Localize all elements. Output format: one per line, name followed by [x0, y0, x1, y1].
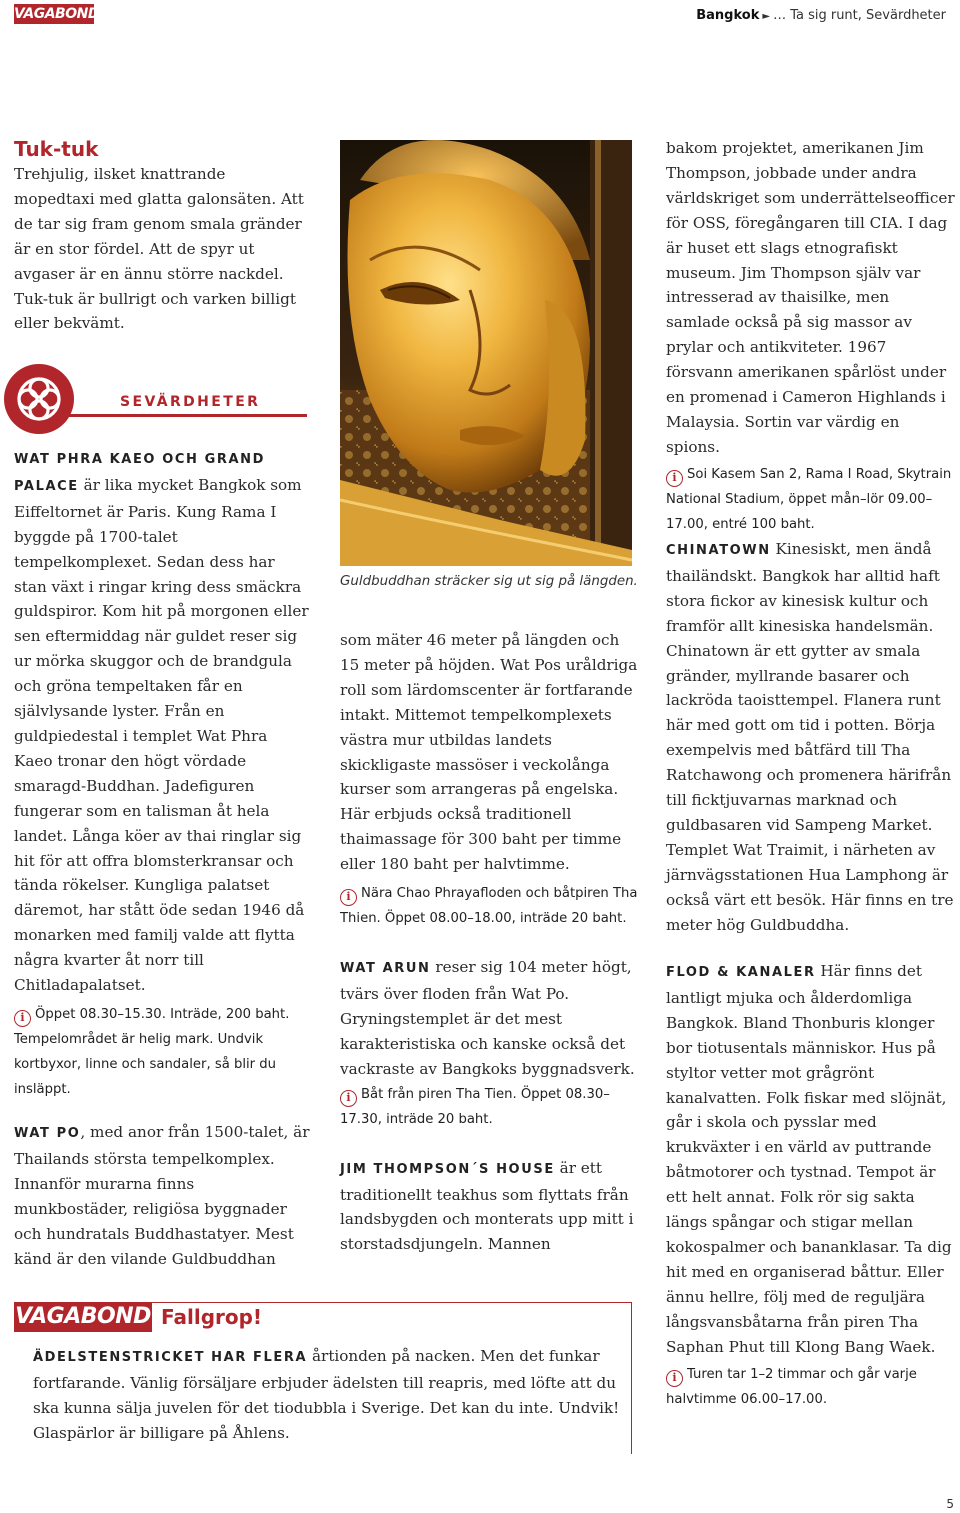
section-label: SEVÄRDHETER: [120, 394, 261, 410]
wat-po-body: , med anor från 1500-talet, är Thailands största tempelkomplex. Innanför murarna finns munkbostäder, religiösa byggnader och hundratals Buddhastatyer. Mest känd är den vilande Guldbuddhan: [14, 1123, 310, 1268]
fallgrop-heading: ÄDELSTENSTRICKET HAR FLERA: [33, 1350, 308, 1365]
jim-thompson-info: Soi Kasem San 2, Rama I Road, Skytrain National Stadium, öppet mån–lör 09.00–17.00, entré 100 baht.: [666, 466, 952, 532]
breadcrumb-rest: … Ta sig runt, Sevärdheter: [773, 8, 946, 23]
jim-thompson-continued: bakom projektet, amerikanen Jim Thompson, jobbade under andra världskriget som underrättelseofficer för OSS, föregångaren till CIA. I dag är huset ett slags etnografiskt museum. Jim Thompson själv var intresserad av thaisilke, men samlade också på sig massor av prylar och antikviteter. 1967 försvann amerikanen spårlöst under en promenad i Cameron Highlands i Malaysia. Sortin var värdig en spions.: [666, 139, 955, 456]
wat-po-info: Nära Chao Phrayafloden och båtpiren Tha Thien. Öppet 08.00–18.00, inträde 20 baht.: [340, 886, 638, 927]
info-icon: i: [666, 1370, 683, 1387]
wat-po-heading: WAT PO: [14, 1126, 81, 1141]
jim-thompson-heading: JIM THOMPSON´S HOUSE: [340, 1161, 555, 1177]
breadcrumb: [696, 8, 946, 23]
flod-kanaler-heading: FLOD & KANALER: [666, 965, 816, 980]
golden-buddha-photo: [340, 140, 632, 566]
wat-phra-kaeo-section: [14, 446, 310, 1102]
wat-phra-kaeo-heading: WAT PHRA KAEO OCH GRAND PALACE: [14, 452, 266, 494]
fallgrop-title: Fallgrop!: [161, 1305, 263, 1329]
photo-caption: Guldbuddhan sträcker sig ut sig på längden.: [340, 574, 638, 589]
info-icon: i: [340, 889, 357, 906]
tuktuk-section: [14, 136, 310, 336]
fallgrop-logo: VAGABOND: [14, 1302, 152, 1332]
page-number: 5: [946, 1497, 954, 1511]
vagabond-logo: VAGABOND: [14, 6, 99, 22]
wat-arun-heading: WAT ARUN: [340, 961, 431, 977]
wat-arun-body: reser sig 104 meter högt, tvärs över floden från Wat Po. Gryningstemplet är det mest karakteristiska och kanske också det vackraste av Bangkoks byggnadsverk.: [340, 958, 635, 1078]
jim-thompson-body: är ett traditionellt teakhus som flyttats från landsbygden och monterats upp mitt i storstadsdjungeln. Mannen: [340, 1158, 634, 1254]
flod-kanaler-info: Turen tar 1–2 timmar och går varje halvtimme 06.00–17.00.: [666, 1366, 917, 1407]
tuktuk-body: Trehjulig, ilsket knattrande mopedtaxi med glatta galonsäten. Att de tar sig fram genom smala gränder är en stor fördel. Att de spyr ut avgaser är en ännu större nackdel. Tuk-tuk är bullrigt och varken billigt eller bekvämt.: [14, 165, 304, 333]
info-icon: i: [340, 1090, 357, 1107]
fallgrop-text: [33, 1344, 623, 1446]
wat-arun-info: Båt från piren Tha Tien. Öppet 08.30–17.30, inträde 20 baht.: [340, 1086, 610, 1127]
chinatown-body: Kinesiskt, men ändå thailändskt. Bangkok har alltid haft stora fickor av kinesisk kultur och framför allt kinesiska handelsmän. Chinatown är ett gytter av smala gränder, myllrande basarer och lackröda taoisttempel. Flanera runt här med gott om tid i potten. Börja exempelvis med båtfärd till Tha Ratchawong och promenera härifrån till ficktjuvarnas marknad och guldbasaren vid Sampeng Market. Templet Wat Traimit, i närheten av järnvägsstationen Hua Lamphong är också värt ett besök. Här finns en tre meter hög Guldbuddha.: [666, 540, 954, 934]
flod-kanaler-body: Här finns det lantligt mjuka och ålderdomliga Bangkok. Bland Thonburis klonger bor tiotusentals människor. Hus på styltor vetter mot grågrönt kanalvatten. Folk fiskar med slöjnät, går i skola och pysslar med krukväxter i en värld av puttrande båtmotorer och tystnad. Tempot är ett helt annat. Folk rör sig sakta längs spångar och stigar mellan kokospalmer och bananklasar. Ta dig hit med en organiserad båttur. Eller ännu hellre, följ med de reguljära långsvansbåtarna från piren Tha Saphan Phut till Klong Bang Waek.: [666, 962, 952, 1356]
fallgrop-body: årtionden på nacken. Men det funkar fortfarande. Vänlig försäljare erbjuder ädelsten till reapris, med löfte att du ska kunna sälja juvelen för det tiodubbla i Sverige. Det kan du inte. Undvik! Glaspärlor är billigare på Åhlens.: [33, 1347, 620, 1442]
chinatown-section: [666, 537, 956, 938]
wat-phra-kaeo-body: är lika mycket Bangkok som Eiffeltornet är Paris. Kung Rama I byggde på 1700-talet tempelkomplexet. Sedan dess har stan växt i ringar kring dess smäckra guldspiror. Kom hit på morgonen eller sen eftermiddag när guldet reser sig ur mörka skuggor och de brandgula och gröna tempeltaken får en självlysande lyster. Från en guldpiedestal i templet Wat Phra Kaeo tronar den högt vördade smaragd-Buddhan. Jadefiguren fungerar som en talisman åt hela landet. Långa köer av thai ringlar sig hit för att offra blomsterkransar och tända rökelser. Kungliga palatset däremot, har stått öde sedan 1946 då monarken med familj valde att flytta några kvarter åt norr till Chitladapalatset.: [14, 475, 309, 995]
tuktuk-title: Tuk-tuk: [14, 137, 99, 161]
breadcrumb-arrow-icon: ►: [762, 11, 771, 22]
wat-po-continued: som mäter 46 meter på längden och 15 meter på höjden. Wat Pos uråldriga roll som lärdomscenter är fortfarande intakt. Mittemot tempelkomplexets västra mur utbildas landets skickligaste massöser i veckolånga kurser som arrangeras på engelska. Här erbjuds också traditionell thaimassage för 300 baht per timme eller 180 baht per halvtimme.: [340, 631, 638, 874]
wat-phra-kaeo-info: Öppet 08.30–15.30. Inträde, 200 baht. Tempelområdet är helig mark. Undvik kortbyxor, linne och sandaler, så blir du insläppt.: [14, 1006, 290, 1097]
chinatown-heading: CHINATOWN: [666, 543, 771, 558]
column-3: [666, 136, 956, 537]
breadcrumb-city[interactable]: Bangkok: [696, 8, 760, 23]
info-icon: i: [666, 470, 683, 487]
column-2: [340, 628, 640, 1257]
info-icon: i: [14, 1010, 31, 1027]
knot-emblem-icon: [4, 364, 74, 434]
flod-kanaler-section: [666, 959, 956, 1412]
wat-po-section: [14, 1120, 310, 1271]
